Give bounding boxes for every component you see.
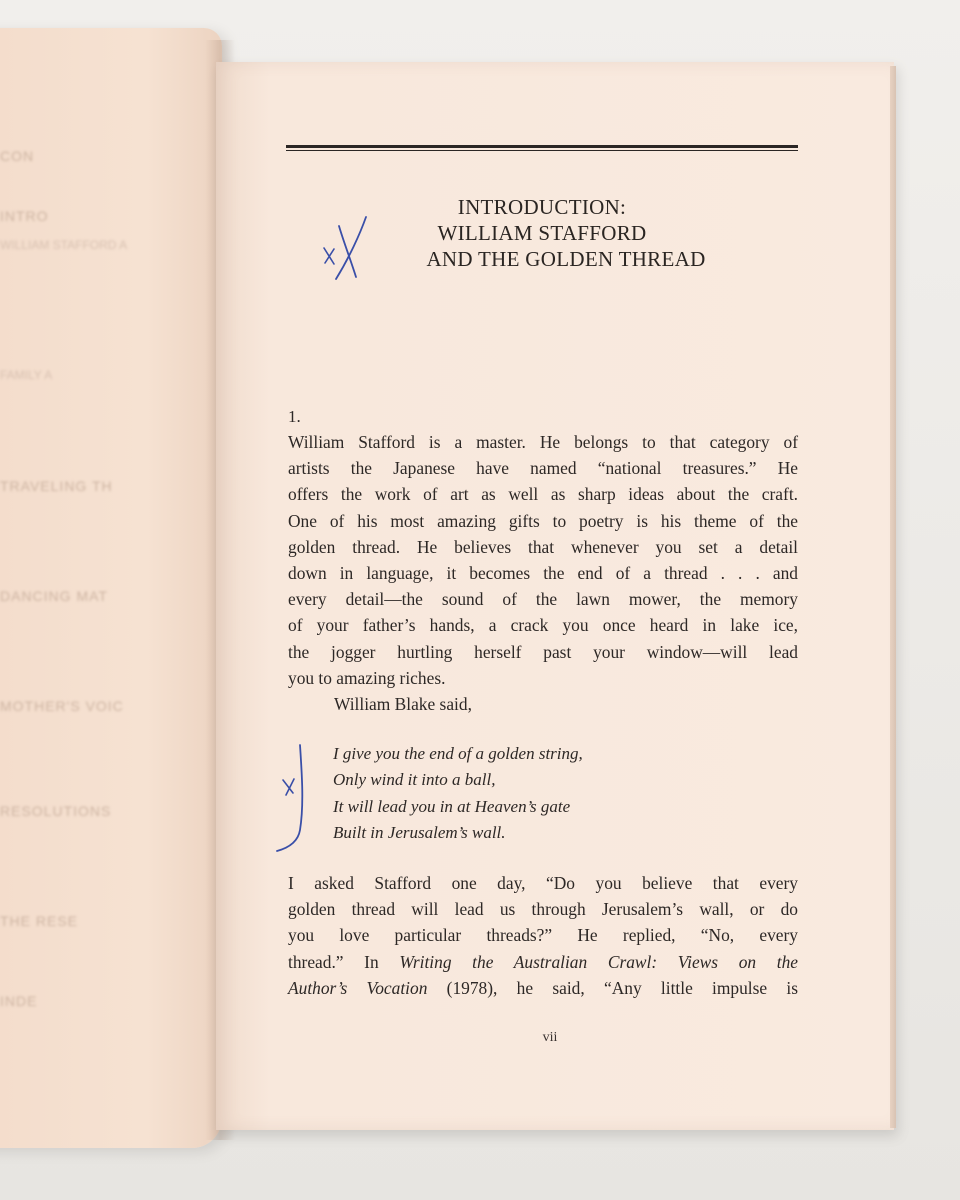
title-line-3: AND THE GOLDEN THREAD [426,247,706,271]
paragraph-1 [288,429,798,717]
left-page-ghost-text: THE RESE [0,913,79,929]
left-page-ghost-text: TRAVELING TH [0,478,113,494]
poem-line: It will lead you in at Heaven’s gate [333,796,571,816]
paragraph-2 [288,870,798,1001]
blake-poem [333,741,583,847]
left-page-ghost-text: FAMILY A [0,368,53,382]
section-number: 1. [288,407,301,426]
poem-line: Built in Jerusalem’s wall. [333,823,506,843]
left-page-ghost-text: RESOLUTIONS [0,803,112,819]
text-fragment: thread.” In [288,951,400,972]
paragraph-line: the jogger hurtling herself past your window—will lead [288,641,798,662]
paragraph-line: down in language, it becomes the end of a thread . . . and [288,563,798,584]
book-title-italic: Author’s Vocation [288,977,428,998]
left-page-ghost-text: INDE [0,993,38,1009]
text-fragment: (1978), he said, “Any little impulse is [427,977,798,998]
title-line-2: WILLIAM STAFFORD [437,221,647,245]
paragraph-line: offers the work of art as well as sharp ideas about the craft. [288,484,798,505]
left-page-ghost-text: MOTHER'S VOIC [0,698,124,714]
header-rule-thin [286,150,798,151]
left-page-ghost-text: DANCING MAT [0,588,108,604]
header-rule-thick [286,145,798,148]
left-page-ghost-text: INTRO [0,208,49,224]
left-page-blurred [0,28,222,1148]
left-page-ghost-text: CON [0,148,35,164]
paragraph-line: of your father’s hands, a crack you once heard in lake ice, [288,615,798,636]
paragraph-line: I asked Stafford one day, “Do you believe that every [288,873,798,893]
paragraph-line: William Stafford is a master. He belongs to that category of [288,432,798,452]
paragraph-line: golden thread will lead us through Jerusalem’s wall, or do [288,899,798,920]
page-number: vii [542,1030,558,1045]
poem-line: I give you the end of a golden string, [333,744,583,763]
paragraph-line [288,949,798,975]
paragraph-line: One of his most amazing gifts to poetry is his theme of the [288,510,798,531]
poem-line: Only wind it into a ball, [333,770,496,790]
chapter-title [286,194,798,272]
blake-intro: William Blake said, [334,694,472,715]
paragraph-line: golden thread. He believes that whenever you set a detail [288,536,798,557]
left-page-ghost-text: WILLIAM STAFFORD A [0,238,128,252]
paragraph-line: you love particular threads?” He replied, “No, every [288,925,798,946]
paragraph-line: you to amazing riches. [288,667,446,688]
title-line-1: INTRODUCTION: [457,195,627,219]
page-edge [890,66,896,1128]
paragraph-line [288,975,798,1001]
paragraph-line: artists the Japanese have named “national treasures.” He [288,458,798,479]
paragraph-line: every detail—the sound of the lawn mower, the memory [288,589,798,610]
book-title-italic: Writing the Australian Crawl: Views on the [399,951,798,972]
